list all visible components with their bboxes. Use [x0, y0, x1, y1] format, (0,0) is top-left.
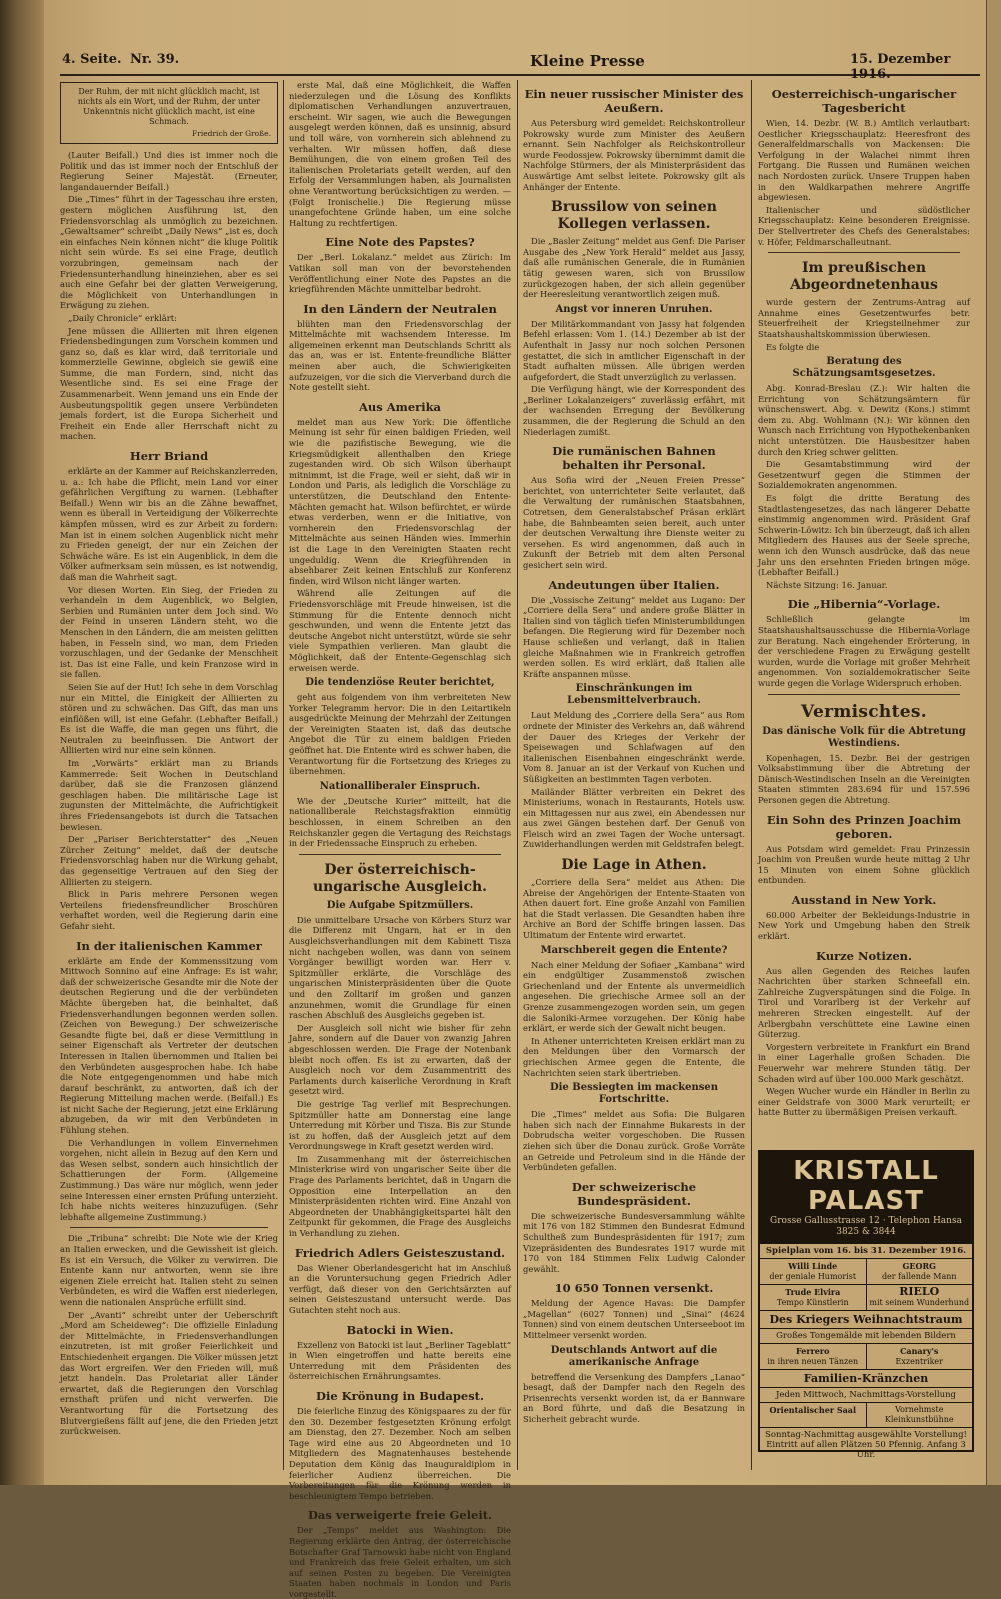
- kristall-palast-advertisement: [758, 1150, 974, 1460]
- ad-row: [760, 1258, 972, 1284]
- paragraph: Während alle Zeitungen auf die Friedensvorschläge mit Freude hinweisen, ist die Stimmung für die Entente dennoch nicht geschwunden, und wenn die Entente jetzt das deutsche Angebot nicht unterstützt, würde sie sehr viele Sympathien verlieren. Man glaubt die Möglichkeit, daß der Entente-Gegenschlag sich erweisen werde.: [289, 588, 511, 673]
- headline-austro-hungarian-settlement: Der österreichisch-ungarische Ausgleich.: [312, 861, 488, 895]
- headline-unrest: Angst vor inneren Unruhen.: [555, 303, 713, 315]
- ad-row: [760, 1284, 972, 1310]
- ad-act-name: Ferrero: [796, 1346, 830, 1356]
- quote-text: Der Ruhm, der mit nicht glücklich macht, ist nichts als ein Wort, und der Ruhm, der unter Unkenntnis nicht glücklich macht, ist eine Schmach.: [77, 87, 261, 126]
- paragraph: Der Militärkommandant von Jassy hat folgenden Befehl erlassen: Vom 1. (14.) Dezember ab ist der Aufenthalt in Jassy nur noch solchen Personen gestattet, die sich in amtlicher Eigenschaft in der Stadt aufhalten müssen. Alle übrigen werden aufgefordert, die Stadt unverzüglich zu verlassen.: [523, 318, 745, 382]
- paragraph: geht aus folgendem von ihm verbreiteten New Yorker Telegramm hervor: Die in den Leitartikeln ausgedrückte Meinung der Mehrzahl der Zeitungen der Vereinigten Staaten ist, daß das deutsche Angebot die Tür zu einem baldigen Frieden geöffnet hat. Die Entente wird es schwer haben, die Verantwortung für die Fortsetzung des Krieges zu übernehmen.: [289, 692, 511, 777]
- paragraph: Seien Sie auf der Hut! Ich sehe in dem Vorschlag nur ein Mittel, die Einigkeit der Alliierten zu stören und zu schwächen. Das Gift, das man uns einflößen will, ist eine Gefahr. (Lebhafter Beifall.) Es ist die Waffe, die man gegen uns führt, die Neutralen zu beeinflussen. Die Antwort der Alliierten wird nur eine sein können.: [60, 681, 278, 756]
- headline-safe-conduct: Das verweigerte freie Geleit.: [307, 1508, 493, 1523]
- ad-act-name: Trude Elvira: [785, 1287, 841, 1297]
- paragraph: blühten man den Friedensvorschlag der Mittelmächte mit wachsendem Interesse. Im allgemeinen erkennt man Deutschlands Schritt als das an, was er ist. Entente-freundliche Blätter meinen aber auch, die Schwierigkeiten aufzuzeigen, vor die sich die Vierverband durch die Note gestellt sieht.: [289, 318, 511, 393]
- paragraph: meldet man aus New York: Die öffentliche Meinung ist sehr für einen baldigen Frieden, weil wie die pazifistische Bewegung, wie die Kriegsmüdigkeit allenthalben den Kriege zugestanden wird. Ob sich Wilson überhaupt mitnimmt, ist die Frage, weil er sieht, daß wir in London und Paris, als lediglich die Vorschläge zu unterstützen, die Deutschland den Entente-Mächten gemacht hat. Wilson befürchtet, er würde etwas verderben, wenn er die Initiative, von vornherein den Friedensvorschlag der Mittelmächte aus seinen Händen wies. Immerhin ist die Lage in den Vereinigten Staaten recht ungeduldig. Wenn die Kriegführenden in absehbarer Zeit keinen Entschluß zur Konferenz finden, wird Wilson nicht länger warten.: [289, 416, 511, 586]
- subheadline-valuation-office: Beratung des Schätzungsamtsgesetzes.: [792, 356, 936, 380]
- headline-food-restrictions: Einschränkungen im Lebensmittelverbrauch.: [567, 683, 701, 707]
- headline-italian-chamber: In der italienischen Kammer: [76, 938, 262, 953]
- headline-neutral-countries: In den Ländern der Neutralen: [303, 301, 497, 316]
- column-4: [758, 80, 970, 1142]
- page-header: [60, 50, 980, 82]
- paragraph: Wegen Wucher wurde ein Händler in Berlin zu einer Geldstrafe von 3000 Mark verurteilt; er hatte Butter zu übermäßigen Preisen verkauft.: [758, 1086, 970, 1118]
- headline-reuter: Die tendenziöse Reuter berichtet,: [305, 677, 495, 689]
- headline-national-liberal: Nationalliberaler Einspruch.: [319, 780, 481, 792]
- paragraph: „Corriere della Sera“ meldet aus Athen: Die Abreise der Angehörigen der Entente-Staaten von Athen dauert fort. Eine große Anzahl von Familien hat die Stadt verlassen. Die Gesandten haben ihre Archive an Bord der Schiffe bringen lassen. Das Ultimatum der Entente wird erwartet.: [523, 877, 745, 941]
- ad-act: [760, 1285, 866, 1310]
- column-2: [289, 80, 511, 1599]
- paragraph: Die feierliche Einzug des Königspaares zu der für den 30. Dezember festgesetzten Krönung erfolgt am Dienstag, den 27. Dezember. Noch am selben Tage wird eine aus 20 Abgeordneten und 10 Mitgliedern des Magnatenhauses bestehende Deputation dem König das Inauguraldiplom in feierlicher Audienz überreichen. Die Vorbereitungen für die Krönung werden in beschleunigtem Tempo betrieben.: [289, 1405, 511, 1501]
- headline-batocki: Batocki in Wien.: [346, 1322, 454, 1337]
- paragraph: „Daily Chronicle“ erklärt:: [68, 312, 177, 323]
- paragraph: Die „Basler Zeitung“ meldet aus Genf: Die Pariser Ausgabe des „New York Herald“ meldet aus Jassy, daß alle rumänischen Generale, die in Rumänien tätig gewesen waren, sich von Brussilow zurückgezogen haben, der sich allein gegenüber der Heeresleitung verantwortlich zeigen muß.: [523, 236, 745, 300]
- paragraph: (Lauter Beifall.) Und dies ist immer noch die Politik und das ist immer noch der Entschluß der Regierung Seiner Majestät. (Erneuter, langandauernder Beifall.): [60, 150, 278, 192]
- headline-coronation: Die Krönung in Budapest.: [316, 1388, 484, 1403]
- headline-hibernia: Die „Hibernia“-Vorlage.: [787, 597, 941, 612]
- paragraph: 60.000 Arbeiter der Bekleidungs-Industrie in New York und Umgebung haben den Streik erklärt.: [758, 909, 970, 942]
- paragraph: Mailänder Blätter verbreiten ein Dekret des Ministeriums, wonach in Restaurants, Hotels usw. ein Mittagessen nur aus zwei, ein Abendessen nur aus zwei Gängen bestehen darf. Der Genuß von Fleisch wird an zwei Tagen der Woche untersagt. Zuwiderhandlungen werden mit Geldstrafen belegt.: [523, 786, 745, 850]
- paragraph: Abg. Konrad-Breslau (Z.): Wir halten die Errichtung von Schätzungsämtern für wünschenswert. Abg. v. Dewitz (Kons.) stimmt dem zu. Abg. Wohlmann (N.): Wir können den Wunsch nach Errichtung von Hypothekenbanken nicht unterstützen. Die Hausbesitzer haben durch den Krieg schwer gelitten.: [758, 383, 970, 457]
- paragraph: Schließlich gelangte im Staatshaushaltsausschusse die Hibernia-Vorlage zur Beratung. Nach eingehender Erörterung, in der verschiedene Fragen zu Erwägung gestellt wurden, wurde die Vorlage mit großer Mehrheit angenommen. Von sozialdemokratischer Seite wurde gegen die Vorlage Widerspruch erhoben.: [758, 614, 970, 688]
- paragraph: Der „Berl. Lokalanz.“ meldet aus Zürich: Im Vatikan soll man von der bevorstehenden Veröffentlichung einer Note des Papstes an die kriegführenden Mächte unmittelbar bedroht.: [289, 252, 511, 295]
- paragraph: Die unmittelbare Ursache von Körbers Sturz war die Differenz mit Ungarn, hat er in den Ausgleichsverhandlungen mit dem Kabinett Tisza nicht nachgeben wollen, was dann von seinem Vorgänger bewilligt worden war. Herr v. Spitzmüller erklärte, die Vorschläge des ungarischen Ministerpräsidenten über die Quote und den Zolltarif im großen und ganzen anzunehmen, womit die Grundlage für einen raschen Abschluß des Ausgleichs gegeben ist.: [289, 914, 511, 1021]
- paragraph: Vorgestern verbreitete in Frankfurt ein Brand in einer Lagerhalle großen Schaden. Die Feuerwehr war mehrere Stunden tätig. Der Schaden wird auf über 100.000 Mark geschätzt.: [758, 1041, 970, 1084]
- ad-banner: [760, 1152, 972, 1243]
- paragraph: Der „Avanti“ schreibt unter der Ueberschrift „Mord am Scheideweg“: Die offizielle Einladung der Mittelmächte, in Friedensverhandlungen einzutreten, ist mit großer Feierlichkeit und Entschiedenheit ergangen. Die Völker müssen jetzt das Wort ergreifen. Wer den Frieden will, muß jetzt handeln. Das Proletariat aller Länder erwartet, daß die Regierungen den Vorschlag ernsthaft prüfen und nicht verwerfen. Die Verantwortung für die Fortsetzung des Blutvergießens fällt auf jene, die den Frieden jetzt zurückweisen.: [60, 1309, 278, 1437]
- column-rule: [283, 80, 284, 1470]
- paragraph: Wie der „Deutsche Kurier“ mitteilt, hat die nationalliberale Reichstagsfraktion einmütig beschlossen, in einem Schreiben an den Reichskanzler gegen die Vertagung des Reichstags in der Friedenssache Einspruch zu erheben.: [289, 795, 511, 849]
- divider: [299, 854, 501, 855]
- ad-row: [760, 1402, 972, 1427]
- ad-act: [760, 1403, 866, 1427]
- ad-title: KRISTALL PALAST: [793, 1156, 939, 1216]
- issue-number: Nr. 39.: [130, 52, 180, 67]
- next-page-edge: [986, 0, 1001, 1485]
- ad-act-desc: Tempo Künstlerin: [776, 1298, 849, 1307]
- headline-briand: Herr Briand: [129, 449, 209, 464]
- column-rule: [517, 80, 518, 1470]
- paragraph: erklärte am Ende der Kommenssitzung vom Mittwoch Sonnino auf eine Anfrage: Es ist wahr, daß der schweizerische Gesandte mir die Note der deutschen Regierung und die der verbündeten Mächte übergeben hat, die beinhaltet, daß Friedensverhandlungen begonnen werden sollen. (Zeichen von Bewegung.) Der schweizerische Gesandte fügte bei, daß er diese Vermittlung in seiner Eigenschaft als Vertreter der deutschen Interessen in Italien übernommen und Italien bei den Verbündeten ausgesprochen habe. Ich habe die Note entgegengenommen und habe mich darauf beschränkt, zu antworten, daß ich der Regierung Mitteilung machen werde. (Beifall.) Es ist nicht Sache der Regierung, jetzt eine Erklärung abzugeben, da wir mit den Verbündeten in Fühlung stehen.: [60, 955, 278, 1136]
- ad-row: [760, 1343, 972, 1369]
- divider: [768, 694, 960, 695]
- ad-act-desc: Exzentriker: [895, 1357, 943, 1366]
- paragraph: Aus Petersburg wird gemeldet: Reichskontrolleur Pokrowsky wurde zum Minister des Aeußern ernannt. Sein Nachfolger als Reichskontrolleur wurde Feodossjew. Pokrowsky übernimmt damit die Nachfolge Stürmers, der als Ministerpräsident das Auswärtige Amt selbst leitete. Pokrowsky gilt als Anhänger der Entente.: [523, 118, 745, 192]
- column-1: [60, 80, 278, 1470]
- ad-footer: Sonntag-Nachmittag ausgewählte Vorstellung! Eintritt auf allen Plätzen 50 Pfennig. Anfang 3 Uhr.: [760, 1427, 972, 1462]
- paragraph: Die Gesamtabstimmung wird der Gesetzentwurf gegen die Stimmen der Sozialdemokraten angenommen.: [758, 459, 970, 491]
- paragraph: Der „Temps“ meldet aus Washington: Die Regierung erklärte den Antrag, der österreichische Botschafter Graf Tarnowski habe nicht von England und Frankreich das freie Geleit erhalten, um sich auf seinen Posten zu begeben. Die Vereinigten Staaten haben nochmals in London und Paris vorgestellt.: [289, 1525, 511, 1599]
- paragraph: Jene müssen die Alliierten mit ihren eigenen Friedensbedingungen zum Vorschein kommen und ganz so, daß es klar wird, daß territoriale und kommerzielle Gewinne, obgleich sie gewiß eine Summe, die man Fordern, sind, nicht das Wesentliche sind. Es sei eine Frage der Zusammenarbeit. Wenn jemand uns ein Ende der Ausbeutungspolitik gegen unsere Verbündeten jemals fordert, ist die Europa Sicherheit und Freiheit ein Ende aller Herrschaft nicht zu machen.: [60, 325, 278, 442]
- headline-short-notes: Kurze Notizen.: [815, 948, 913, 963]
- ad-act-desc: mit seinem Wunderhund: [869, 1298, 970, 1307]
- paragraph: betreffend die Versenkung des Dampfers „Lanao“ besagt, daß der Dampfer nach den Regeln des Prisenrechts versenkt worden ist, da er Bannware an Bord führte, und daß die Besatzung in Sicherheit gebracht wurde.: [523, 1371, 745, 1425]
- paragraph: wurde gestern der Zentrums-Antrag auf Annahme eines Gesetzentwurfes betr. Steuerfreiheit der Kriegsteilnehmer zur Staatshaushaltskommission überwiesen.: [758, 297, 970, 339]
- paragraph: Wien, 14. Dezbr. (W. B.) Amtlich verlautbart: Oestlicher Kriegsschauplatz: Heeresfront des Generalfeldmarschalls von Mackensen: Die Verfolgung in der Walachei nimmt ihren Fortgang. Die Russen und Rumänen weichen nach Nordosten zurück. Unsere Truppen haben in den Waldkarpathen mehrere Angriffe abgewiesen.: [758, 118, 970, 203]
- paragraph: Die gestrige Tag verlief mit Besprechungen. Spitzmüller hatte am Donnerstag eine lange Unterredung mit Körber und Tisza. Bis zur Stunde ist zu hoffen, daß der Ausgleich jetzt auf dem Verordnungswege in Kraft gesetzt werden wird.: [289, 1098, 511, 1152]
- section-miscellaneous: Vermischtes.: [801, 701, 927, 722]
- ad-act: [866, 1259, 973, 1284]
- ad-act-desc: Vornehmste Kleinkunstbühne: [884, 1405, 954, 1424]
- headline-german-reply: Deutschlands Antwort auf die amerikanische Anfrage: [550, 1344, 718, 1368]
- ad-address: Grosse Gallusstrasse 12 · Telephon Hansa 3825 & 3844: [770, 1216, 962, 1237]
- page-number: 4. Seite.: [62, 52, 122, 67]
- paragraph: Laut Meldung des „Corriere della Sera“ aus Rom ordnete der Minister des Verkehrs an, daß während der Dauer des Krieges der Verkehr der Speisewagen und Schlafwagen auf den italienischen Eisenbahnen eingeschränkt werde. Vom 8. Januar an ist der Verkauf von Kuchen und Süßigkeiten an bestimmten Tagen verboten.: [523, 710, 745, 784]
- headline-tons-sunk: 10 650 Tonnen versenkt.: [554, 1281, 714, 1296]
- headline-italy: Andeutungen über Italien.: [548, 577, 720, 592]
- quote-signature: Friedrich der Große.: [192, 129, 271, 138]
- paragraph: Kopenhagen, 15. Dezbr. Bei der gestrigen Volksabstimmung über die Abtretung der Dänisch-Westindischen Inseln an die Vereinigten Staaten stimmten 283.694 für und 157.596 Personen gegen die Abtretung.: [758, 752, 970, 805]
- headline-russian-minister: Ein neuer russischer Minister des Aeußern.: [524, 87, 744, 115]
- paragraph: Der „Pariser Berichterstatter“ des „Neuen Zürcher Zeitung“ meldet, daß der deutsche Friedensvorschlag haben nur die Wirkung gehabt, das gegenseitige Vertrauen auf den Sieg der Alliierten zu steigern.: [60, 834, 278, 887]
- paragraph: erklärte an der Kammer auf Reichskanzlerreden, u. a.: Ich habe die Pflicht, mein Land vor einer gefährlichen Vergiftung zu warnen. (Lebhafter Beifall.) Wenn wir bis an die Zähne bewaffnet, wenn es überall in Verteidigung der Völkerrechte kämpfen müssen, wird es zur Arbeit zu fordern: Man ist in einem solchen Augenblick nicht mehr zu Frieden geneigt, der nur ein Zeichen der Schwäche wäre. Es ist ein Augenblick, in dem die Völker aufmerksam sein müssen, es ist notwendig, daß man die Wahrheit sagt.: [60, 466, 278, 582]
- ad-family-desc: Jeden Mittwoch, Nachmittags-Vorstellung: [760, 1387, 972, 1402]
- book-binding: [0, 0, 44, 1485]
- ad-act-desc: der geniale Humorist: [769, 1272, 857, 1281]
- ad-act-name: GEORG: [902, 1261, 936, 1271]
- ad-act-desc: in ihren neuen Tänzen: [767, 1357, 859, 1366]
- paragraph: Nach einer Meldung der Sofiaer „Kambana“ wird ein endgültiger Zusammenstoß zwischen Griechenland und der Entente als unvermeidlich angesehen. Die griechische Armee soll an der Grenze zusammengezogen worden sein, um gegen die Saloniki-Armee vorzugehen. Der König habe erklärt, er werde sich der Gewalt nicht beugen.: [523, 959, 745, 1034]
- headline-new-york-strike: Ausstand in New York.: [791, 892, 937, 907]
- paragraph: Meldung der Agence Havas: Die Dampfer „Magellan“ (6027 Tonnen) und „Sinai“ (4624 Tonnen) sind von einem deutschen Unterseeboot im Mittelmeer versenkt worden.: [523, 1298, 745, 1341]
- paragraph: Aus Potsdam wird gemeldet: Frau Prinzessin Joachim von Preußen wurde heute mittag 2 Uhr 15 Minuten von einem Sohne glücklich entbunden.: [758, 843, 970, 886]
- paragraph: Die schweizerische Bundesversammlung wählte mit 176 von 182 Stimmen den Bundesrat Edmund Schultheß zum Bundespräsidenten für 1917; zum Vizepräsidenten des Bundesrates 1917 wurde mit 170 von 184 Stimmen Felix Ludwig Calonder gewählt.: [523, 1210, 745, 1274]
- headline-danish-west-indies: Das dänische Volk für die Abtretung Westindiens.: [762, 725, 966, 749]
- paragraph: erste Mal, daß eine Möglichkeit, die Waffen niederzulegen und die Lösung des Konflikts diplomatischen Verhandlungen anzuvertrauen, erscheint. Wir sagen, wie auch die Bewegungen ausgelegt werden können, daß es unsinnig, absurd und toll wäre, von vornherein sich ablehnend zu verhalten. Wir müssen hoffen, daß diese Bemühungen, die von einem großen Teil des italienischen Proletariats geteilt werden, auf den Erfolg der Versammlungen haben, als Journalisten ohne Verantwortung berücksichtigen zu werden. — (Folgt Ironischelie.) Die Regierung müsse unangefochtene Gründe haben, um eine solche Haltung zu rechtfertigen.: [289, 80, 511, 228]
- ad-act-name: Canary's: [900, 1346, 939, 1356]
- paragraph: Die „Times“ meldet aus Sofia: Die Bulgaren haben sich nach der Einnahme Bukarests in der Dobrudscha weiter vorgeschoben. Die Russen ziehen sich über die Donau zurück. Große Vorräte an Getreide und Petroleum sind in die Hände der Verbündeten gefallen.: [523, 1109, 745, 1173]
- paragraph: Es folgte die: [766, 341, 820, 352]
- ad-act-name: RIELO: [899, 1285, 940, 1298]
- headline-athens: Die Lage in Athen.: [561, 857, 707, 874]
- paragraph: Im „Vorwärts“ erklärt man zu Briands Kammerrede: Seit Wochen in Deutschland darüber, daß sie die Franzosen glänzend geschlagen haben. Die militärische Lage ist zugunsten der Mittelmächte, die Aufrichtigkeit ihres Friedensangebots ist durch die Tatsachen bewiesen.: [60, 758, 278, 832]
- paragraph: Vor diesen Worten. Ein Sieg, der Frieden zu verhandeln in dem Augenblick, wo Belgien, Serbien und Rumänien unter dem Joch sind. Wo der Feind in unseren Ländern steht, wo die Menschen in den Ländern, die am meisten gelitten haben, in Fesseln sind, wo man, dem Frieden vorzuschlagen, und der Gedanke der Menschheit ist. Das ist eine Falle, und kein Franzose wird in sie fallen.: [60, 584, 278, 680]
- subheadline-spitzmueller: Die Aufgabe Spitzmüllers.: [326, 899, 474, 911]
- masthead: Kleine Presse: [530, 52, 645, 70]
- paragraph: Exzellenz von Batocki ist laut „Berliner Tageblatt“ in Wien eingetroffen und hatte bereits eine Unterredung mit dem Präsidenten des österreichischen Ernährungsamtes.: [289, 1339, 511, 1382]
- paragraph: Blick in Paris mehrere Personen wegen Verteilens friedensfreundlicher Broschüren verhaftet worden, weil die Regierung darin eine Gefahr sieht.: [60, 889, 278, 931]
- ad-act: [866, 1285, 973, 1310]
- ad-act-name: Orientalischer Saal: [769, 1405, 857, 1415]
- paragraph: Nächste Sitzung: 16. Januar.: [766, 579, 888, 590]
- headline-adler: Friedrich Adlers Geisteszustand.: [294, 1245, 506, 1260]
- headline-prussian-house: Im preußischen Abgeordnetenhaus: [790, 260, 938, 294]
- ad-act: [760, 1344, 866, 1369]
- ad-act: [760, 1259, 866, 1284]
- paragraph: Im Zusammenhang mit der österreichischen Ministerkrise wird von ungarischer Seite über die Frage des Parlaments berichtet, daß in Ungarn die Opposition eine Interpellation an den Ministerpräsidenten richten wird. Eine Anzahl von Abgeordneten der Unabhängigkeitspartei hält den Zeitpunkt für gekommen, die Frage des Ausgleichs in Verhandlung zu ziehen.: [289, 1153, 511, 1239]
- column-3: [523, 80, 745, 1470]
- headline-brussilow: Brussilow von seinen Kollegen verlassen.: [551, 199, 717, 233]
- paragraph: Italienischer und südöstlicher Kriegsschauplatz: Keine besonderen Ereignisse. Der Stellvertreter des Chefs des Generalstabes: v. Höfer, Feldmarschalleutnant.: [758, 204, 970, 247]
- headline-pope-note: Eine Note des Papstes?: [325, 235, 475, 250]
- divider: [70, 1227, 268, 1228]
- headline-america: Aus Amerika: [358, 399, 442, 414]
- column-rule: [751, 80, 752, 1470]
- paragraph: Die Verfügung hängt, wie der Korrespondent des „Berliner Lokalanzeigers“ zuverlässig erfährt, mit der wachsenden Erregung der Bevölkerung zusammen, die der Regierung die Schuld an den Niederlagen zumißt.: [523, 384, 745, 437]
- paragraph: Die Verhandlungen in vollem Einvernehmen vorgehen, nicht allein in Bezug auf den Kern und das Wesen selbst, sondern auch hinsichtlich der Schattierungen der Form. (Allgemeine Zustimmung.) Das wäre nur möglich, wenn jeder seine Interessen einer ernsten Prüfung unterzieht. Ich habe nichts weiteres hinzuzufügen. (Sehr lebhafte allgemeine Zustimmung.): [60, 1137, 278, 1222]
- ad-dates: Spielplan vom 16. bis 31. Dezember 1916.: [760, 1243, 972, 1258]
- headline-march-ready: Marschbereit gegen die Entente?: [540, 944, 728, 956]
- headline-daily-report: Oesterreichisch-ungarischer Tagesbericht: [771, 87, 957, 115]
- paragraph: Es folgt die dritte Beratung des Stadtlastengesetzes, das nach längerer Debatte einstimmig angenommen wird. Präsident Graf Schwerin-Löwitz: Ich bin überzeugt, daß ich allen Mitgliedern des Hauses aus der Seele spreche, wenn ich den Wunsch ausdrücke, daß das neue Jahr uns den ersehnten Frieden bringen möge. (Lebhafter Beifall.): [758, 493, 970, 578]
- paragraph: Das Wiener Oberlandesgericht hat im Anschluß an die Voruntersuchung gegen Friedrich Adler verfügt, daß dieser von den Gerichtsärzten auf seinen Geisteszustand untersucht werde. Das Gutachten steht noch aus.: [289, 1262, 511, 1315]
- ad-act: [866, 1403, 973, 1427]
- ad-act: [866, 1344, 973, 1369]
- paragraph: Aus allen Gegenden des Reiches laufen Nachrichten über starken Schneefall ein. Zahlreiche Zugverspätungen sind die Folge. In Tirol und Vorarlberg ist der Verkehr auf mehreren Strecken eingestellt. Auf der Arlbergbahn verschüttete eine Lawine einen Güterzug.: [758, 965, 970, 1040]
- ad-feature-desc: Großes Tongemälde mit lebenden Bildern: [760, 1328, 972, 1343]
- issue-date: 15. Dezember 1916.: [850, 52, 951, 82]
- headline-mackensen-progress: Die Bessiegten im mackensen Fortschritte.: [549, 1082, 719, 1106]
- ad-act-desc: der fallende Mann: [881, 1272, 957, 1281]
- ad-feature: Des Kriegers Weihnachtstraum: [760, 1310, 972, 1328]
- headline-romanian-railways: Die rumänischen Bahnen behalten ihr Personal.: [552, 444, 716, 473]
- paragraph: Die „Tribuna“ schreibt: Die Note wie der Krieg an Italien erwecken, und die Gewissheit ist gleich. Es ist ein Versuch, die Völker zu verwirren. Die Entente kann nur antworten, wenn sie ihre eigenen Ziele erreicht hat. Italien steht zu seinen Verbündeten, es wird die Waffen erst niederlegen, wenn die nationalen Ansprüche erfüllt sind.: [60, 1233, 278, 1307]
- paragraph: Der Ausgleich soll nicht wie bisher für zehn Jahre, sondern auf die Dauer von zwanzig Jahren abgeschlossen werden. Die Frage der Notenbank bleibt noch offen. Es ist zu erwarten, daß der Ausgleich noch vor dem Zusammentritt des Parlaments durch kaiserliche Verordnung in Kraft gesetzt wird.: [289, 1022, 511, 1097]
- divider: [768, 252, 960, 253]
- paragraph: Die „Vossische Zeitung“ meldet aus Lugano: Der „Corriere della Sera“ und andere große Blätter in Italien sind von täglich tiefen Ministerumbildungen befangen. Die Regierung wird für Dezember noch Hause schließen und verlangt, daß in Italien gleiche Maßnahmen wie in Frankreich getroffen werden sollen. Es wird erklärt, daß Italien alle Kräfte anspannen müsse.: [523, 594, 745, 679]
- quote-box: [60, 82, 278, 144]
- paragraph: Aus Sofia wird der „Neuen Freien Presse“ berichtet, von unterrichteter Seite verlautet, daß die Verwaltung der rumänischen Staatsbahnen, Cotretsen, dem Generalstabschef Präsan erklärt habe, die Bahnbeamten seien bereit, auch unter der deutschen Verwaltung ihre Dienste weiter zu versehen. Es wird angenommen, daß auch in Zukunft der Betrieb mit dem alten Personal gesichert sein wird.: [523, 475, 745, 570]
- ad-family-event: Familien-Kränzchen: [760, 1369, 972, 1387]
- paragraph: Die „Times“ führt in der Tagesschau ihre ersten, gestern möglichen Ausführung ist, den Friedensvorschlag als unmöglich zu bezeichnen. „Gewaltsamer“ schreibt „Daily News“ „ist es, doch ein einfaches Nein können nicht“ die kluge Politik nicht sein würde. Es sei eine Frage, deutlich vorzubringen, gemeinsam nach der Friedensunterhandlung hineinziehen, aber es sei auch eine Gefahr bei der glatten Verweigerung, die Möglichkeit von Unterhandlungen in Erwägung zu ziehen.: [60, 194, 278, 311]
- paragraph: In Athener unterrichteten Kreisen erklärt man zu den Meldungen über den Vormarsch der griechischen Armee gegen die Entente, die Nachrichten seien stark übertrieben.: [523, 1035, 745, 1078]
- ad-act-name: Willi Linde: [788, 1261, 838, 1271]
- headline-swiss-president: Der schweizerische Bundespräsident.: [571, 1179, 697, 1208]
- headline-prince-joachim: Ein Sohn des Prinzen Joachim geboren.: [766, 812, 962, 841]
